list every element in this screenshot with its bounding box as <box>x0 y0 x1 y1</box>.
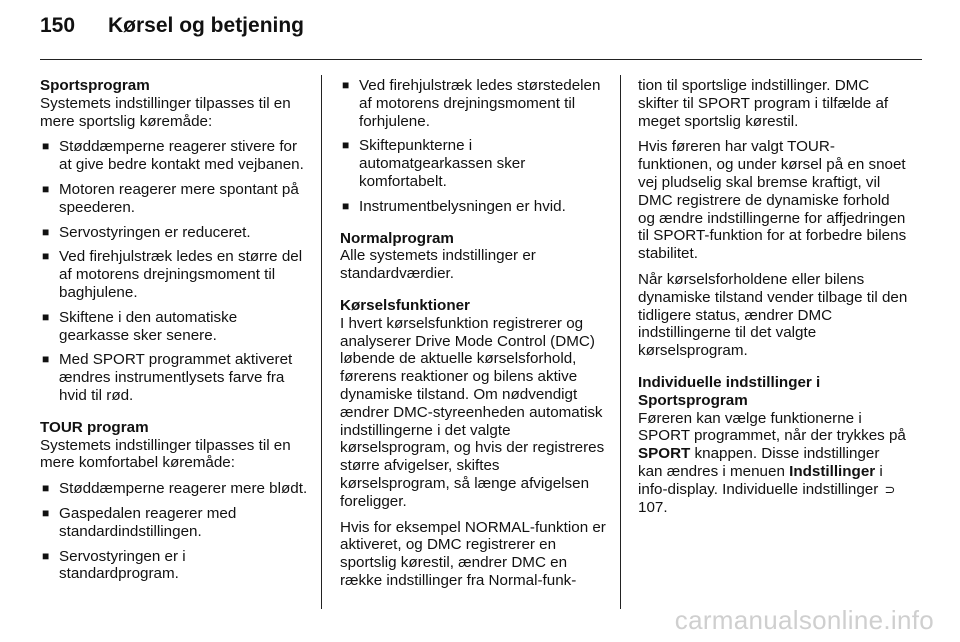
tour-list <box>40 480 308 583</box>
list-item: ■ Skiftene i den automatiske gearkasse sker senere. <box>40 309 308 345</box>
list-item: ■ Motoren reagerer mere spontant på speederen. <box>40 181 308 217</box>
tour-heading: TOUR program <box>40 418 149 436</box>
driving-text-1: I hvert kørselsfunktion registrerer og analyserer Drive Mode Control (DMC) løbende de aktuelle kørselsforhold, førerens reaktioner og bilens aktive dynamiske tilstand. Om nødvendigt ændrer DMC-styreenheden automatisk indstillingerne i det valgte kørselsprogram, og hvis der registreres større afvigelser, skiftes kørselsprogram, så længe afvigelsen foreligger. <box>340 314 605 510</box>
list-item: ■ Servostyringen er reduceret. <box>40 224 308 242</box>
column-1 <box>40 77 308 590</box>
page-reference-icon: ⊃ <box>884 481 896 497</box>
tour-list-continued <box>340 77 608 216</box>
driving-text-4: Når kørselsforholdene eller bilens dynamiske tilstand vender tilbage til den tidligere status, ændrer DMC indstillingerne til det valgte kørselsprogram. <box>638 270 908 360</box>
individual-text-b: knappen. Disse indstillinger kan ændres i menuen <box>638 445 880 480</box>
watermark: carmanualsonline.info <box>674 605 934 635</box>
sport-intro: Systemets indstillinger tilpasses til en mere sportslig køremåde: <box>40 94 291 130</box>
sport-list <box>40 138 308 404</box>
page-reference-link[interactable]: 107 <box>638 498 664 516</box>
list-item: ■ Ved firehjulstræk ledes en større del af motorens drejningsmoment til baghjulene. <box>40 248 308 301</box>
column-2 <box>340 77 608 598</box>
list-item: ■ Ved firehjulstræk ledes størstedelen af motorens drejningsmoment til forhjulene. <box>340 77 608 130</box>
list-item: ■ Støddæmperne reagerer mere blødt. <box>40 480 308 498</box>
settings-menu-name: Indstillinger <box>789 462 876 480</box>
driving-text-2-end: tion til sportslige indstillinger. DMC skifter til SPORT program i tilfælde af meget sportslig kørestil. <box>638 77 889 130</box>
list-item: ■ Med SPORT programmet aktiveret ændres instrumentlysets farve fra hvid til rød. <box>40 351 308 404</box>
sport-heading: Sportsprogram <box>40 77 150 94</box>
column-divider-2 <box>620 75 621 609</box>
list-item: ■ Støddæmperne reagerer stivere for at give bedre kontakt med vejbanen. <box>40 138 308 174</box>
sport-button-name: SPORT <box>638 445 691 463</box>
individual-heading-line-2: Sportsprogram <box>638 391 748 409</box>
page-number: 150 <box>40 14 76 37</box>
driving-heading: Kørselsfunktioner <box>340 296 470 314</box>
chapter-title: Kørsel og betjening <box>108 14 305 37</box>
list-item: ■ Skiftepunkterne i automatgearkassen sker komfortabelt. <box>340 137 608 190</box>
individual-heading-line-1: Individuelle indstillinger i <box>638 373 821 391</box>
column-divider-1 <box>321 75 322 609</box>
individual-text-end: . <box>663 498 668 516</box>
list-item: ■ Instrumentbelysningen er hvid. <box>340 198 608 216</box>
column-3 <box>638 77 908 524</box>
normal-text: Alle systemets indstillinger er standardværdier. <box>340 247 536 283</box>
driving-text-2-start: Hvis for eksempel NORMAL-funktion er aktiveret, og DMC registrerer en sportslig kørestil, ændrer DMC en række indstillinger fra Normal-funk- <box>340 518 606 589</box>
list-item: ■ Gaspedalen reagerer med standardindstillingen. <box>40 505 308 541</box>
normal-heading: Normalprogram <box>340 229 454 247</box>
individual-text-c: i info-display. Individuelle indstillinger <box>638 462 883 498</box>
individual-text-a: Føreren kan vælge funktionerne i SPORT programmet, når der trykkes på <box>638 409 906 445</box>
list-item: ■ Servostyringen er i standardprogram. <box>40 548 308 584</box>
driving-text-3: Hvis føreren har valgt TOUR-funktionen, og under kørsel på en snoet vej pludselig skal bremse kraftigt, vil DMC registrere de dynamiske forhold og ændre indstillingerne for affjedringen til SPORT-funktion for at forbedre bilens stabilitet. <box>638 138 907 263</box>
header-rule <box>40 59 922 60</box>
individual-text <box>638 410 908 517</box>
tour-intro: Systemets indstillinger tilpasses til en mere komfortabel køremåde: <box>40 436 291 472</box>
